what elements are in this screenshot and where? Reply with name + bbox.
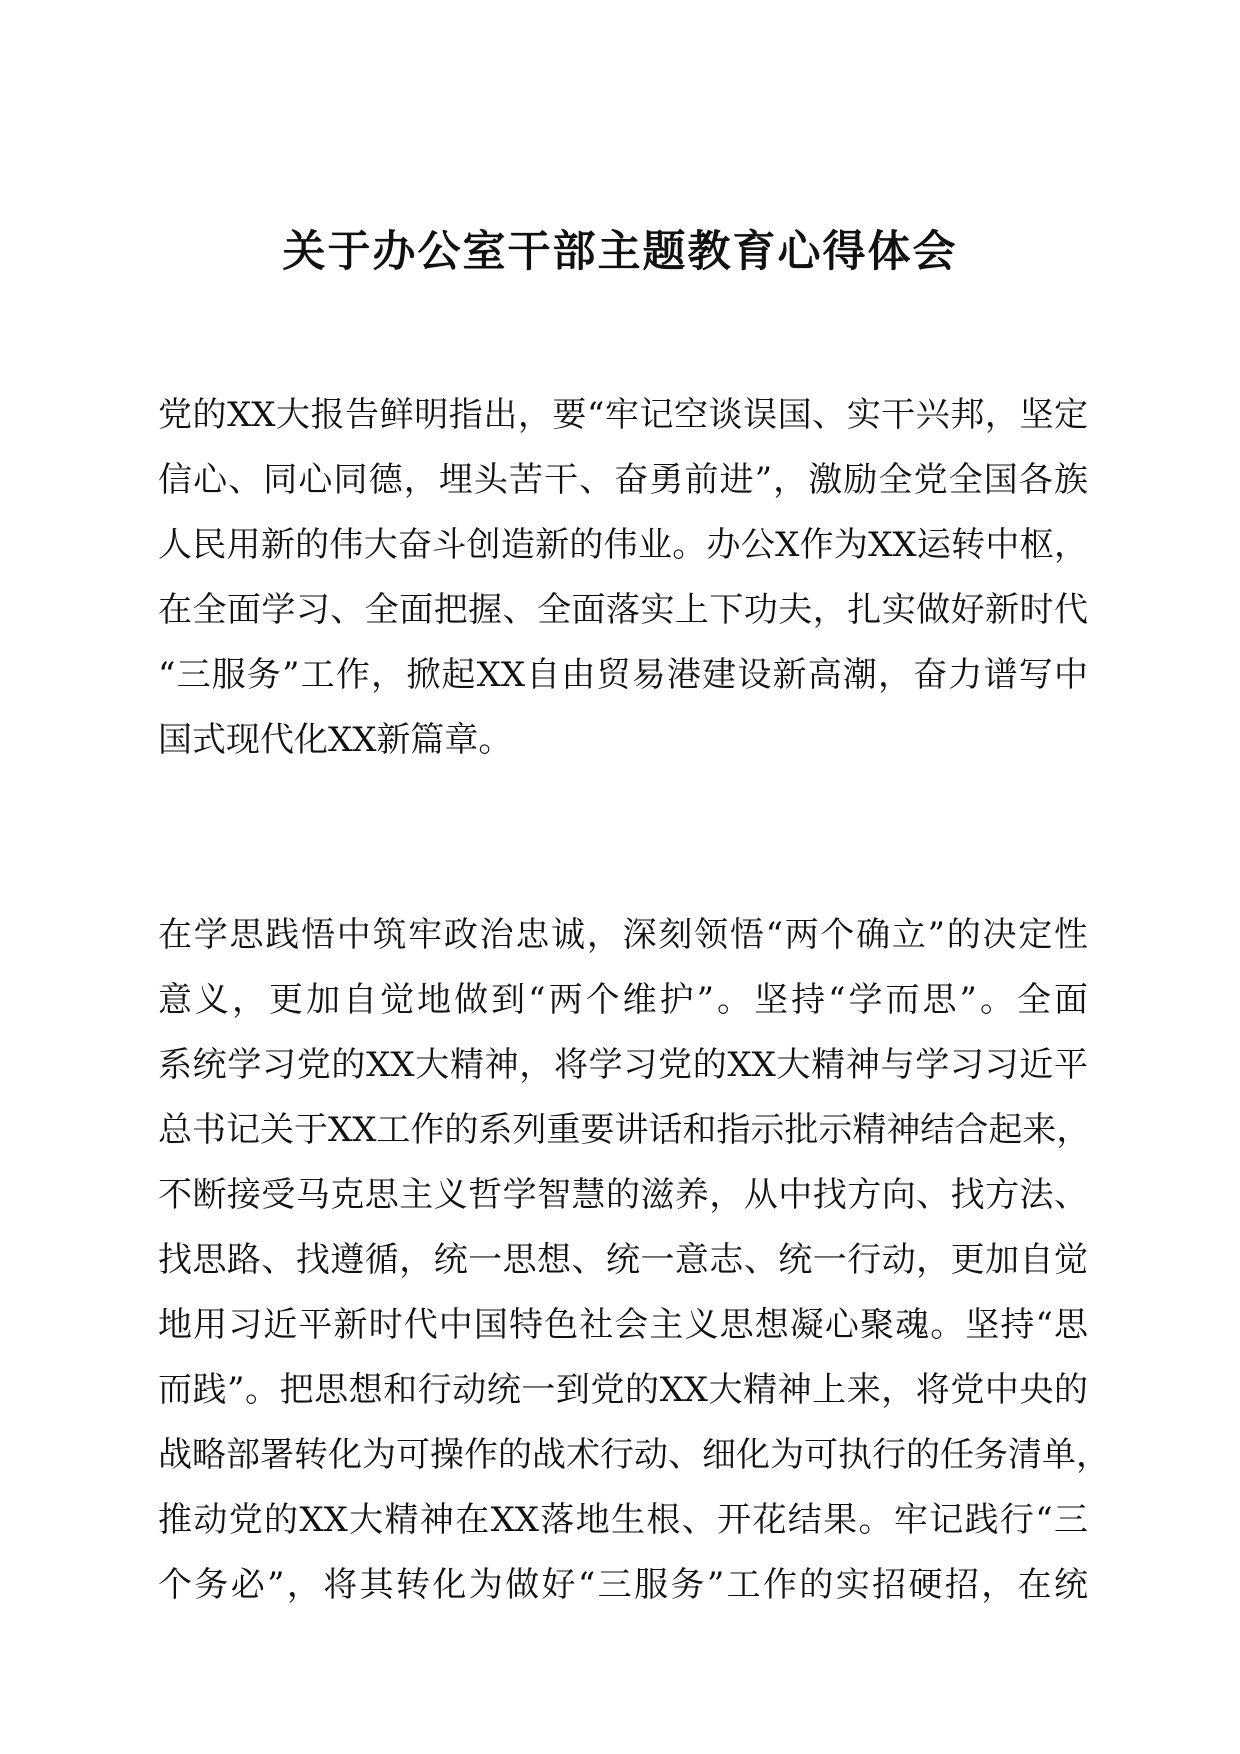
text-line: “三服务”工作，掀起XX自由贸易港建设新高潮，奋力谱写中 [158, 655, 1088, 695]
text-line: 在学思践悟中筑牢政治忠诚，深刻领悟“两个确立”的决定性 [158, 915, 1088, 955]
text-line: 信心、同心同德，埋头苦干、奋勇前进”，激励全党全国各族 [158, 460, 1088, 500]
paragraph-2 [158, 903, 1110, 1618]
text-line: 不断接受马克思主义哲学智慧的滋养，从中找方向、找方法、 [158, 1175, 1088, 1215]
text-line: 而践”。把思想和行动统一到党的XX大精神上来，将党中央的 [158, 1370, 1088, 1410]
paragraph-spacer [158, 773, 1088, 903]
text-line: 系统学习党的XX大精神，将学习党的XX大精神与学习习近平 [158, 1045, 1088, 1085]
text-line: 意义，更加自觉地做到“两个维护”。坚持“学而思”。全面 [158, 980, 1088, 1020]
text-line: 个务必”，将其转化为做好“三服务”工作的实招硬招，在统 [158, 1565, 1088, 1605]
text-line: 找思路、找遵循，统一思想、统一意志、统一行动，更加自觉 [158, 1240, 1088, 1280]
text-line: 战略部署转化为可操作的战术行动、细化为可执行的任务清单， [158, 1435, 1110, 1475]
text-line: 党的XX大报告鲜明指出，要“牢记空谈误国、实干兴邦，坚定 [158, 395, 1088, 435]
text-line: 总书记关于XX工作的系列重要讲话和指示批示精神结合起来， [158, 1110, 1091, 1150]
text-line: 人民用新的伟大奋斗创造新的伟业。办公X作为XX运转中枢， [158, 525, 1088, 565]
document-body [158, 383, 1110, 1618]
document-title: 关于办公室干部主题教育心得体会 [282, 227, 958, 277]
text-line: 在全面学习、全面把握、全面落实上下功夫，扎实做好新时代 [158, 590, 1088, 630]
text-line: 国式现代化XX新篇章。 [158, 720, 513, 760]
text-line: 地用习近平新时代中国特色社会主义思想凝心聚魂。坚持“思 [158, 1305, 1088, 1345]
paragraph-1 [158, 383, 1088, 773]
text-line: 推动党的XX大精神在XX落地生根、开花结果。牢记践行“三 [158, 1500, 1088, 1540]
